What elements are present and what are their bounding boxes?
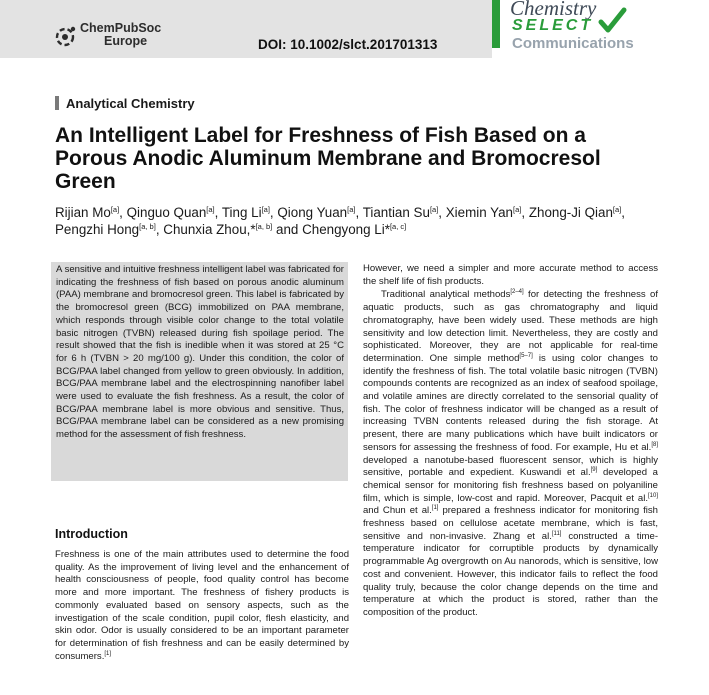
author-name: Tiantian Su xyxy=(362,205,430,220)
page-header xyxy=(0,0,709,58)
author-affiliation: [a, b] xyxy=(139,222,156,231)
checkmark-icon xyxy=(597,6,627,36)
author-name: Ting Li xyxy=(221,205,262,220)
author-affiliation: [a] xyxy=(110,205,120,214)
paragraph-text: developed a chemical sensor for monitoring fish freshness based on polyaniline film, which is simple, low-cost and rapid. Moreover, Pacquit et al. xyxy=(363,467,658,504)
paragraph-text: and Chun et al. xyxy=(363,505,432,517)
author-name: and Chengyong Li xyxy=(276,222,385,237)
author-name: Pengzhi Hong xyxy=(55,222,140,237)
journal-logo xyxy=(492,0,709,58)
abstract-box xyxy=(51,262,348,481)
author-affiliation: [a, c] xyxy=(389,222,407,231)
section-tag xyxy=(55,95,195,111)
author-affiliation: [a, b] xyxy=(255,222,273,231)
right-paragraph-1: However, we need a simpler and more accurate method to access the shelf life of fish products. xyxy=(363,263,658,287)
author-affiliation: [a] xyxy=(513,205,522,214)
author-name: Xiemin Yan xyxy=(445,205,513,220)
reference-citation[interactable]: [10] xyxy=(647,492,658,499)
reference-citation[interactable]: [8] xyxy=(651,441,658,448)
chempubsoc-star-icon xyxy=(52,24,78,48)
author-affiliation: [a] xyxy=(261,205,270,214)
author-affiliation: [a] xyxy=(347,205,356,214)
paragraph-text: prepared a freshness indicator for monitoring fish freshness based on cellulose acetate membrane, which is fast, sensitive and non-invasive. Zhang et al. xyxy=(363,505,658,542)
introduction-text xyxy=(55,549,349,663)
journal-name-line2: SELECT xyxy=(512,17,594,34)
reference-citation[interactable]: [11] xyxy=(551,530,562,537)
author-name: Rijian Mo xyxy=(55,205,111,220)
author-name: Zhong-Ji Qian xyxy=(528,205,613,220)
journal-name-line1: Chemistry xyxy=(510,0,597,20)
paragraph-text: Traditional analytical methods xyxy=(381,289,511,301)
abstract-text: A sensitive and intuitive freshness intelligent label was fabricated for indicating the freshness of fish based on porous anodic aluminum (PAA) membrane and bromocresol green. This label is fabricated by the bromocresol green (BCG) immobilized on PAA membrane, which responds through visible color change to the total volatile basic nitrogen (TVBN) released during fish spoilage period. The result showed that the fish is inedible when it was stored at 25 °C for 6 h (TVBN > 20 mg/100 g). Under this condition, the color of BCG/PAA label changed from yellow to green obviously. In addition, BCG/PAA membrane label and the electrospinning nanofiber label were used to evaluate the fish freshness. As a result, the color of BCG/PAA membrane label is more obvious and sensitive. Thus, BCG/PAA membrane label can be considered as a new promising method for the assessment of fish freshness. xyxy=(56,264,344,441)
author-name: Qiong Yuan xyxy=(277,205,348,220)
introduction-body: Freshness is one of the main attributes used to determine the food quality. As the improvement of living level and the enhancement of health consciousness of people, food quality control has become more and more important. The freshness of fishery products is commonly evaluated based on sensory aspects, such as the investigation of the scale condition, pupil color, flesh elasticity, and skin odor. Odor is usually considered to be an important parameter for determination of fish freshness and can be easily determined by consumers. xyxy=(55,549,349,662)
reference-citation[interactable]: [9] xyxy=(590,467,598,474)
section-label: Analytical Chemistry xyxy=(66,96,195,111)
right-paragraph-2 xyxy=(363,289,658,619)
author-list: Rijian Mo[a], Qinguo Quan[a], Ting Li[a], Qiong Yuan[a], Tiantian Su[a], Xiemin Yan[a], Zhong-Ji Qian[a], Pengzhi Hong[a, b], Chunxia Zhou,*[a, b] and Chengyong Li*[a, c] xyxy=(55,205,625,237)
article-title: An Intelligent Label for Freshness of Fish Based on a Porous Anodic Aluminum Membrane and Bromocresol Green xyxy=(55,124,601,193)
publisher-sub: Europe xyxy=(104,34,148,48)
introduction-heading: Introduction xyxy=(55,527,128,541)
reference-citation[interactable]: [1] xyxy=(431,505,439,512)
author-name: Chunxia Zhou, xyxy=(163,222,251,237)
publisher-logo xyxy=(52,22,172,52)
paragraph-text: constructed a time-temperature indicator for corruptible products by dynamically programmable Ag overgrowth on Au nanorods, which is sensitive, low cost and convenient. However, this indicator fails to reflect the food quality truly, because the color change depends on the time and temperature at which the product is stored, rather than the composition of the product. xyxy=(363,530,658,618)
publisher-name: ChemPubSoc xyxy=(80,21,162,35)
author-affiliation: [a] xyxy=(612,205,622,214)
reference-citation[interactable]: [5–7] xyxy=(519,352,533,359)
journal-logo-bar xyxy=(492,0,500,48)
journal-name-line3: Communications xyxy=(512,35,634,52)
author-affiliation: [a] xyxy=(429,205,439,214)
reference-citation[interactable]: [2–4] xyxy=(510,289,524,296)
paragraph-text: for detecting the freshness of aquatic products, such as gas chromatography and liquid chromatography, have been widely used. These methods are high sensitivity and low detection limit. Nevertheless, they are costly and sophisticated. Moreover, they are not applicable for real-time determination. One simple method xyxy=(363,289,658,364)
right-column xyxy=(363,263,658,620)
section-marker xyxy=(55,96,59,110)
reference-citation[interactable]: [1] xyxy=(104,650,112,657)
author-name: Qinguo Quan xyxy=(126,205,207,220)
author-affiliation: [a] xyxy=(206,205,215,214)
paragraph-text: is using color changes to identify the freshness of fish. The total volatile basic nitrogen (TVBN) compounds contents are recognized as an index of seafood spoilage, and volatile amines are directly correlated to the sensorial quality of fish. The color of freshness indicator will be changed as a result of increasing TVBN contents released during the fish storage. At present, there are many publications which have built indicators or sensors for assessing the freshness of food. For example, Hu et al. xyxy=(363,352,658,453)
doi-link[interactable]: DOI: 10.1002/slct.201701313 xyxy=(258,37,438,52)
paragraph-text: developed a nanotube-based fluorescent sensor, which is highly sensitive, portable and expedient. Kuswandi et al. xyxy=(363,454,658,479)
